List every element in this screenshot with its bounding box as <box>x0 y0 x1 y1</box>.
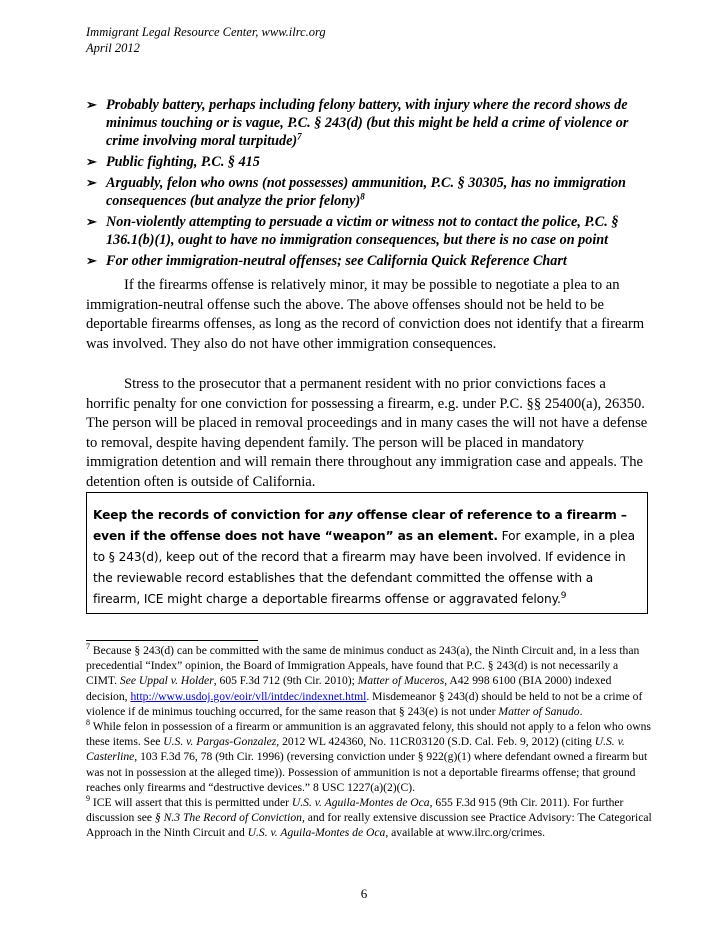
usdoj-link[interactable]: http://www.usdoj.gov/eoir/vll/intdec/indexnet.html <box>130 689 367 703</box>
bullet-text: For other immigration-neutral offenses; see California Quick Reference Chart <box>106 253 567 269</box>
warning-callout-box <box>86 492 648 614</box>
bullet-text: Arguably, felon who owns (not possesses) ammunition, P.C. § 30305, has no immigration consequences (but analyze the prior felony) <box>106 175 626 209</box>
case-citation: Matter of Sanudo <box>498 704 580 718</box>
bullet-item <box>86 96 646 150</box>
callout-emphasis: any <box>328 508 353 522</box>
callout-text: For example, in a plea to § 243(d), keep out of the record that a firearm may have been involved. If evidence in the reviewable record establishes that the defendant committed the offense with a firearm, ICE might charge a deportable firearms offense or aggravated felony. <box>93 529 636 606</box>
paragraph-text: If the firearms offense is relatively minor, it may be possible to negotiate a plea to an immigration-neutral offense such the above. The above offenses should not be held to be deportable firearms offenses, as long as the record of conviction does not identify that a firearm was involved. They also do not have other immigration consequences. <box>86 277 645 352</box>
footnote-text: available at www.ilrc.org/crimes. <box>388 826 546 840</box>
footnote-text: , 605 F.3d 712 (9th Cir. 2010); <box>213 674 358 688</box>
case-citation: U.S. v. Aguila-Montes de Oca, <box>247 826 389 840</box>
callout-bold-text: offense clear of reference to a firearm – even if the offense does not have “weapon” as an element. <box>93 508 627 543</box>
footnote-9 <box>86 795 652 841</box>
arrow-bullet-icon: ➢ <box>86 154 97 169</box>
footnote-text: While felon in possession of a firearm or ammunition is an aggravated felony, this should not apply to a felon who owns these items. See <box>86 720 651 749</box>
footnote-text: , A42 998 6100 (BIA 2000) indexed decision, <box>86 674 612 703</box>
case-citation: Matter of Muceros <box>357 674 445 688</box>
paragraph-plea-negotiation <box>86 276 648 354</box>
footnote-number: 8 <box>86 718 90 728</box>
header-organization: Immigrant Legal Resource Center, www.ilrc.org <box>86 25 326 39</box>
paragraph-prosecutor <box>86 375 648 493</box>
footnote-text: . <box>579 704 583 718</box>
bullet-item <box>86 213 646 249</box>
case-citation: U.S. v. Casterline, <box>86 735 625 764</box>
footnote-8 <box>86 719 652 795</box>
case-citation: See Uppal v. Holder <box>119 674 214 688</box>
footnote-text: and for really extensive discussion see Practice Advisory: The Categorical Approach in the Ninth Circuit and <box>86 811 652 840</box>
footnote-number: 9 <box>86 794 90 804</box>
footnote-7 <box>86 643 652 719</box>
bullet-item <box>86 252 646 270</box>
footnotes <box>86 643 652 841</box>
case-citation: U.S. v. Pargas-Gonzalez, <box>163 735 280 749</box>
arrow-bullet-icon: ➢ <box>86 253 97 268</box>
bullet-item <box>86 174 646 210</box>
bullet-text: Probably battery, perhaps including felony battery, with injury where the record shows de minimus touching or is vague, P.C. § 243(d) (but this might be held a crime of violence or crime involving moral turpitude) <box>106 97 629 149</box>
bullet-text: Non-violently attempting to persuade a victim or witness not to contact the police, P.C. § 136.1(b)(1), ought to have no immigration consequences, but there is no case on point <box>106 214 619 248</box>
footnote-text: ICE will assert that this is permitted under <box>90 796 292 810</box>
offense-bullet-list <box>86 96 646 273</box>
arrow-bullet-icon: ➢ <box>86 214 97 229</box>
section-reference: § N.3 The Record of Conviction, <box>154 811 305 825</box>
page-number: 6 <box>360 886 368 901</box>
header-date: April 2012 <box>86 41 140 55</box>
footnote-text: . Misdemeanor § 243(d) should be held to not be a crime of violence if de minimus touching occurred, for the same reason that § 243(e) is not under <box>86 689 643 718</box>
footnote-text: 103 F.3d 76, 78 (9th Cir. 1996) (reversing conviction under § 922(g)(1) where defendant owned a firearm but was not in possession at the alleged time)). Possession of ammunition is not a deportable firearms offense; that ground reaches only firearms and “destructive devices.” 8 USC 1227(a)(2)(C). <box>86 750 648 794</box>
paragraph-text: Stress to the prosecutor that a permanent resident with no prior convictions faces a horrific penalty for one conviction for possessing a firearm, e.g. under P.C. §§ 25400(a), 26350. The person will be placed in removal proceedings and in many cases the will not have a defense to removal, despite having dependent family. The person will be placed in mandatory immigration detention and will remain there throughout any immigration case and appeals. The detention often is outside of California. <box>86 376 648 490</box>
arrow-bullet-icon: ➢ <box>86 97 97 112</box>
footnote-text: Because § 243(d) can be committed with the same de minimus conduct as 243(a), the Ninth Circuit and, in a less than precedential “Index” opinion, the Board of Immigration Appeals, have found that P.C. § 243(d) is not necessarily a CIMT. <box>86 644 640 688</box>
bullet-text: Public fighting, P.C. § 415 <box>106 154 260 170</box>
case-citation: U.S. v. Aguila-Montes de Oca, <box>291 796 433 810</box>
footnote-number: 7 <box>86 642 90 652</box>
footnote-text: 655 F.3d 915 (9th Cir. 2011). For further discussion see <box>86 796 624 825</box>
footnote-ref: 9 <box>560 590 567 601</box>
footnote-ref: 8 <box>360 191 365 202</box>
bullet-item <box>86 153 646 171</box>
footnote-ref: 7 <box>297 131 302 142</box>
callout-bold-text: Keep the records of conviction for <box>93 508 329 522</box>
page-header <box>86 24 326 56</box>
footnote-separator <box>86 640 258 641</box>
arrow-bullet-icon: ➢ <box>86 175 97 190</box>
footnote-text: 2012 WL 424360, No. 11CR03120 (S.D. Cal. Feb. 9, 2012) (citing <box>279 735 595 749</box>
